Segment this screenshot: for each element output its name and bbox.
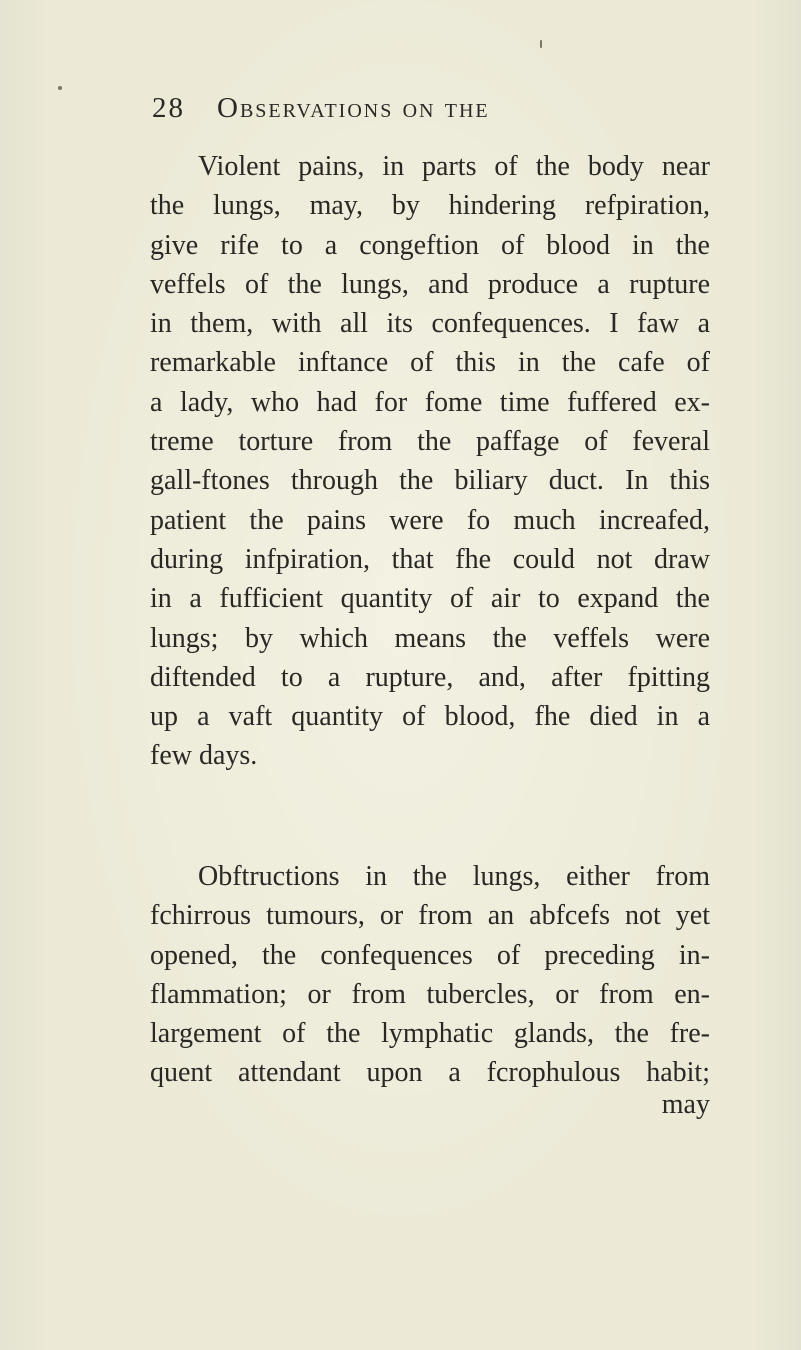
text-line: remarkable inftance of this in the cafe of: [150, 347, 710, 379]
text-line: a lady, who had for fome time fuffered ex-: [150, 386, 710, 418]
text-line: opened, the confequences of preceding in-: [150, 939, 710, 971]
text-line: Violent pains, in parts of the body near: [198, 151, 710, 182]
paper-speck: [58, 86, 62, 90]
text-line: up a vaft quantity of blood, fhe died in a: [150, 701, 710, 733]
paper-speck: [540, 40, 542, 48]
text-line: gall-ftones through the biliary duct. In this: [150, 465, 710, 497]
text-line: in them, with all its confequences. I faw a: [150, 308, 710, 340]
text-line: flammation; or from tubercles, or from en-: [150, 978, 710, 1010]
running-title: Observations on the: [217, 92, 490, 124]
running-header: [152, 88, 612, 128]
text-line: during infpiration, that fhe could not draw: [150, 543, 710, 575]
text-line: fchirrous tumours, or from an abfcefs not yet: [150, 900, 710, 932]
text-line: the lungs, may, by hindering refpiration,: [150, 190, 710, 222]
text-line: Obftructions in the lungs, either from: [198, 861, 710, 892]
text-line: give rife to a congeftion of blood in the: [150, 229, 710, 261]
text-line: quent attendant upon a fcrophulous habit;: [150, 1057, 710, 1089]
text-line: veffels of the lungs, and produce a rupture: [150, 268, 710, 300]
text-line: diftended to a rupture, and, after fpitting: [150, 661, 710, 693]
text-line: in a fufficient quantity of air to expand the: [150, 583, 710, 615]
text-line: lungs; by which means the veffels were: [150, 622, 710, 654]
paragraph-2: [150, 857, 710, 1093]
text-line: patient the pains were fo much increafed,: [150, 504, 710, 536]
paragraph-1: [150, 147, 710, 776]
catchword: may: [661, 1089, 710, 1120]
text-line: treme torture from the paffage of feveral: [150, 426, 710, 458]
text-line: few days.: [150, 740, 258, 772]
page-number: 28: [152, 92, 185, 124]
text-line: largement of the lymphatic glands, the fre-: [150, 1018, 710, 1050]
